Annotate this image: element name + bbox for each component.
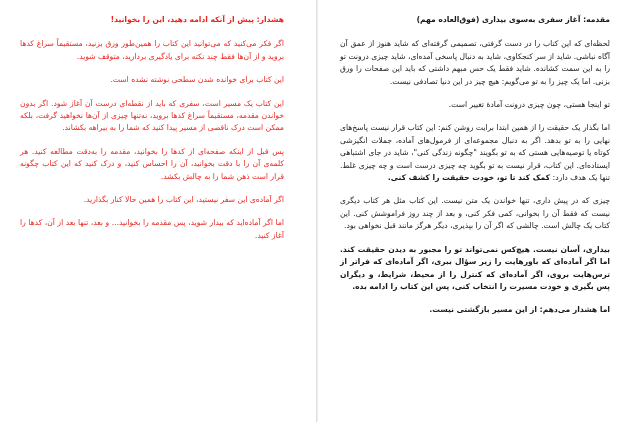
intro-title: مقدمه: آغاز سفری به‌سوی بیداری (فوق‌العاده مهم) [416, 15, 610, 24]
intro-paragraph-5 [340, 244, 610, 294]
intro-warning-line: اما هشدار می‌دهم: از این مسیر بازگشتی نیست. [429, 305, 610, 315]
warning-paragraph-3: این کتاب یک مسیر است، سفری که باید از نقطه‌ای درست آن آغاز شود. اگر بدون خواندن مقدمه، مستقیماً سراغ کدها بروید، نه‌تنها چیزی از آن‌ها نخواهید گرفت، بلکه ممکن است درک ناقصی از مسیر پیدا کنید که شما را به بیراهه بکشاند. [20, 98, 284, 133]
warning-paragraph-4: پس قبل از اینکه صفحه‌ای از کدها را بخوانید، مقدمه را به‌دقت مطالعه کنید. هر کلمه‌ی آن را با دقت بخوانید، آن را احساس کنید، و درک کنید که این کتاب چگونه قرار است ذهن شما را به چالش بکشد. [20, 146, 284, 181]
warning-paragraph-2: این کتاب برای خوانده شدن سطحی نوشته نشده است. [110, 75, 284, 85]
intro-paragraph-3-text: اما بگذار یک حقیقت را از همین ابتدا برایت روشن کنم: این کتاب قرار نیست پاسخ‌های نهایی را به تو بدهد. اگر به دنبال مجموعه‌ای از فرمول‌های آماده، جملات انگیزشی کوتاه یا توصیه‌هایی هستی که به تو بگویند "چگونه زندگی کنی"، شاید در جای اشتباهی ایستاده‌ای. این کتاب، قرار نیست به تو بگوید چه چیزی درست است و چه چیزی غلط. تنها یک هدف دارد: [340, 123, 610, 183]
intro-paragraph-3 [340, 122, 610, 184]
warning-paragraph-6: اما اگر آماده‌اید که بیدار شوید، پس مقدمه را بخوانید... و بعد، تنها بعد از آن، کدها را آغاز کنید. [20, 218, 284, 240]
intro-paragraph-5-lead: بیداری، آسان نیست. هیچ‌کس نمی‌تواند تو را مجبور به دیدن حقیقت کند. [340, 244, 610, 254]
warning-paragraph-5: اگر آماده‌ی این سفر نیستید، این کتاب را همین حالا کنار بگذارید. [83, 195, 284, 205]
warning-heading: هشدار: پیش از آنکه ادامه دهید، این را بخوانید! [110, 15, 284, 24]
right-page [318, 0, 636, 422]
intro-paragraph-5-rest: اما اگر آماده‌ای که باورهایت را زیر سؤال ببری، اگر آماده‌ای که فراتر از ترس‌هایت بروی، اگر آماده‌ای که کنترل را از محیط، شرایط، و دیگران پس بگیری و خودت مسیرت را انتخاب کنی، پس این کتاب را ادامه بده. [340, 257, 610, 291]
intro-paragraph-1: لحظه‌ای که این کتاب را در دست گرفتی، تصمیمی گرفته‌ای که شاید هنوز از عمق آن آگاه نباشی. شاید از سر کنجکاوی، شاید به دنبال پاسخی آمده‌ای، شاید چیزی درونت تو را به این سمت کشانده. شاید فقط یک حس مبهم داشتی که باید این صفحات را ورق بزنی. اما یک چیز را به تو می‌گویم: هیچ چیز در این دنیا تصادفی نیست. [340, 39, 610, 86]
intro-paragraph-2: تو اینجا هستی، چون چیزی درونت آمادهٔ تغییر است. [448, 100, 610, 110]
intro-paragraph-3-emphasis: کمک کند تا تو، خودت حقیقت را کشف کنی. [387, 173, 553, 183]
warning-paragraph-1: اگر فکر می‌کنید که می‌توانید این کتاب را همین‌طور ورق بزنید، مستقیماً سراغ کدها بروید و از آن‌ها فقط چند نکته برای یادگیری بردارید، متوقف شوید. [20, 39, 284, 61]
intro-paragraph-4: چیزی که در پیش داری، تنها خواندن یک متن نیست. این کتاب مثل هر کتاب دیگری نیست که فقط آن را بخوانی، کمی فکر کنی، و بعد از چند روز فراموشش کنی. این کتاب یک چالش است. چالشی که اگر آن را بپذیری، دیگر هرگز مانند قبل نخواهی بود. [340, 196, 610, 231]
